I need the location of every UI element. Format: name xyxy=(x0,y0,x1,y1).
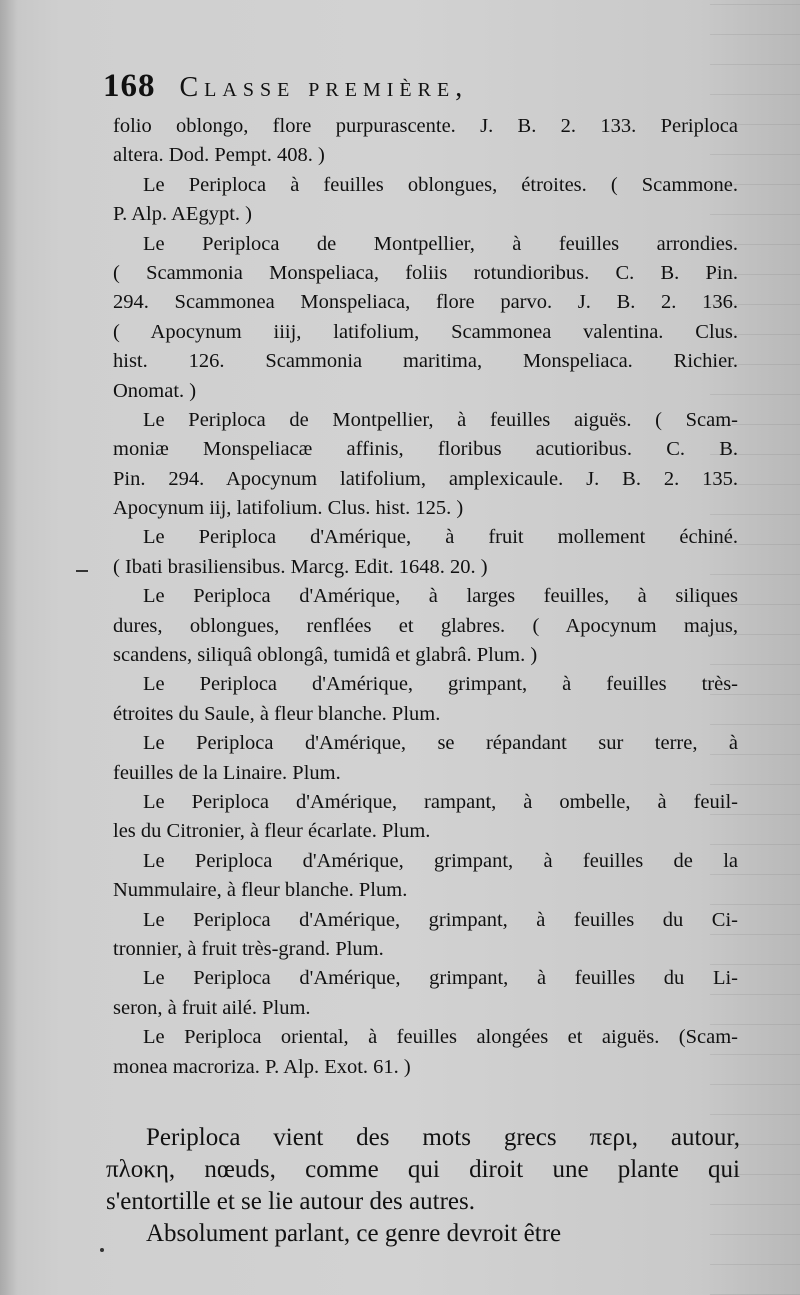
text-line: Pin. 294. Apocynum latifolium, amplexicaule. J. B. 2. 135. xyxy=(113,467,738,490)
text-line: ( Apocynum iiij, latifolium, Scammonea valentina. Clus. xyxy=(113,320,738,343)
text-line: ( Scammonia Monspeliaca, foliis rotundioribus. C. B. Pin. xyxy=(113,261,738,284)
text-line: Le Periploca d'Amérique, se répandant sur terre, à xyxy=(143,732,738,755)
text-line: Le Periploca d'Amérique, grimpant, à feuilles du Ci- xyxy=(143,908,738,931)
text-line: ( Ibati brasiliensibus. Marcg. Edit. 1648. 20. ) xyxy=(113,555,488,578)
text-line: monea macroriza. P. Alp. Exot. 61. ) xyxy=(113,1055,411,1078)
text-line: scandens, siliquâ oblongâ, tumidâ et glabrâ. Plum. ) xyxy=(113,644,538,667)
ink-speck xyxy=(100,1248,104,1252)
text-line: Le Periploca d'Amérique, à fruit mollement échiné. xyxy=(143,526,738,549)
text-line: hist. 126. Scammonia maritima, Monspeliaca. Richier. xyxy=(113,350,738,373)
note-line: πλοκη, nœuds, comme qui diroit une plante qui xyxy=(106,1156,740,1183)
text-line: Le Periploca à feuilles oblongues, étroites. ( Scammone. xyxy=(143,173,738,196)
text-line: Apocynum iij, latifolium. Clus. hist. 125. ) xyxy=(113,497,464,520)
note-line: s'entortille et se lie autour des autres. xyxy=(106,1188,475,1215)
text-line: 294. Scammonea Monspeliaca, flore parvo. J. B. 2. 136. xyxy=(113,291,738,314)
text-line: Nummulaire, à fleur blanche. Plum. xyxy=(113,879,408,902)
text-line: Le Periploca d'Amérique, rampant, à ombelle, à feuil- xyxy=(143,790,738,813)
text-line: Le Periploca oriental, à feuilles alongées et aiguës. (Scam- xyxy=(143,1026,738,1049)
text-line: tronnier, à fruit très-grand. Plum. xyxy=(113,937,384,960)
text-line: moniæ Monspeliacæ affinis, floribus acutioribus. C. B. xyxy=(113,438,738,461)
margin-dash xyxy=(76,570,88,572)
text-line: feuilles de la Linaire. Plum. xyxy=(113,761,341,784)
text-line: P. Alp. AEgypt. ) xyxy=(113,203,252,226)
page-header xyxy=(103,68,723,112)
text-line: Le Periploca d'Amérique, grimpant, à feuilles très- xyxy=(143,673,738,696)
text-line: étroites du Saule, à fleur blanche. Plum. xyxy=(113,702,441,725)
species-list xyxy=(113,112,738,1082)
running-head: Classe première, xyxy=(179,72,469,103)
etymology-note xyxy=(106,1122,740,1250)
text-line: Le Periploca d'Amérique, à larges feuilles, à siliques xyxy=(143,585,738,608)
text-line: altera. Dod. Pempt. 408. ) xyxy=(113,144,325,167)
text-line: dures, oblongues, renflées et glabres. ( Apocynum majus, xyxy=(113,614,738,637)
text-line: Le Periploca de Montpellier, à feuilles aiguës. ( Scam- xyxy=(143,408,738,431)
text-line: Le Periploca d'Amérique, grimpant, à feuilles de la xyxy=(143,849,738,872)
note-line: Absolument parlant, ce genre devroit être xyxy=(146,1220,562,1247)
text-line: Onomat. ) xyxy=(113,379,197,402)
text-line: Le Periploca d'Amérique, grimpant, à feuilles du Li- xyxy=(143,967,738,990)
text-line: seron, à fruit ailé. Plum. xyxy=(113,996,311,1019)
page-number: 168 xyxy=(103,68,156,104)
text-line: les du Citronier, à fleur écarlate. Plum. xyxy=(113,820,431,843)
text-line: Le Periploca de Montpellier, à feuilles arrondies. xyxy=(143,232,738,255)
note-line: Periploca vient des mots grecs περι, autour, xyxy=(146,1124,740,1151)
text-line: folio oblongo, flore purpurascente. J. B. 2. 133. Periploca xyxy=(113,115,738,137)
